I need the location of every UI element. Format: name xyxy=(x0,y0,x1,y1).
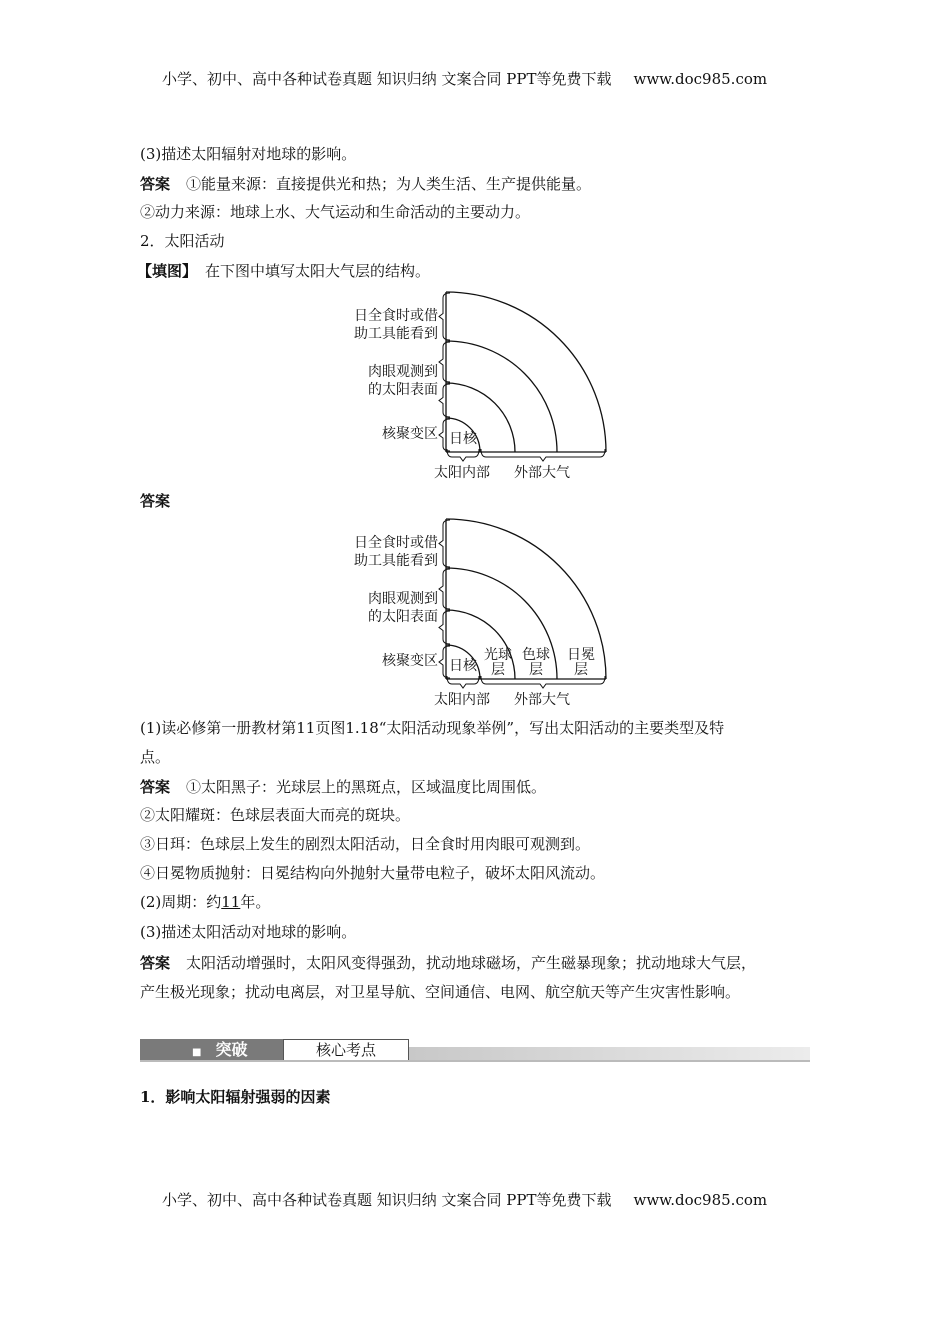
label-outer-atmosphere: 外部大气 xyxy=(514,465,570,481)
fill-text: 在下图中填写太阳大气层的结构。 xyxy=(205,262,431,280)
banner-underline xyxy=(140,1060,810,1062)
question-3a: (3)描述太阳辐射对地球的影响。 xyxy=(140,145,357,163)
fill-diagram-instruction xyxy=(137,261,430,281)
answer-text: ①太阳黑子：光球层上的黑斑点，区域温度比周围低。 xyxy=(186,778,547,796)
answer-text: ①能量来源：直接提供光和热；为人类生活、生产提供能量。 xyxy=(186,175,592,193)
label-corona-visibility: 日全食时或借 助工具能看到 xyxy=(354,308,438,342)
answer-1-line1 xyxy=(140,777,546,797)
bottom-brace xyxy=(447,449,479,461)
question-1-line1: (1)读必修第一册教材第11页图1.18“太阳活动现象举例”，写出太阳活动的主要类型及特 xyxy=(140,719,725,737)
label-corona-visibility: 日全食时或借 助工具能看到 xyxy=(354,535,438,569)
left-brace xyxy=(439,520,450,567)
left-brace xyxy=(439,611,450,644)
banner-title: 突破 xyxy=(215,1040,248,1059)
left-brace xyxy=(439,342,450,382)
label-photosphere-visibility: 肉眼观测到 的太阳表面 xyxy=(368,591,438,625)
left-brace xyxy=(439,293,450,340)
answer-3a-line1 xyxy=(140,174,591,194)
label-layer-1: 色球 层 xyxy=(522,647,550,678)
left-brace xyxy=(439,384,450,417)
footer-url: www.doc985.com xyxy=(633,1191,768,1209)
answer-label-diagram: 答案 xyxy=(140,492,171,510)
page-footer xyxy=(162,1190,767,1210)
answer-text: 太阳活动增强时，太阳风变得强劲，扰动地球磁场，产生磁暴现象；扰动地球大气层， xyxy=(186,954,757,972)
bottom-brace xyxy=(447,676,479,688)
label-core: 日核 xyxy=(449,658,477,674)
question-3b: (3)描述太阳活动对地球的影响。 xyxy=(140,923,357,941)
fill-label: 【填图】 xyxy=(137,262,198,280)
label-layer-2: 日冕 层 xyxy=(567,647,595,678)
question-2 xyxy=(140,892,270,912)
answer-1-line2: ②太阳耀斑：色球层表面大而亮的斑块。 xyxy=(140,806,411,824)
label-layer-0: 光球 层 xyxy=(484,647,512,678)
question-1-line2: 点。 xyxy=(140,748,171,766)
bottom-brace xyxy=(481,449,605,461)
answer-label: 答案 xyxy=(140,175,171,193)
q2-pre: (2)周期：约 xyxy=(140,893,222,911)
label-core: 日核 xyxy=(449,431,477,447)
answer-1-line3: ③日珥：色球层上发生的剧烈太阳活动，日全食时用肉眼可观测到。 xyxy=(140,835,591,853)
label-fusion-zone: 核聚变区 xyxy=(382,426,438,442)
answer-3a-line2: ②动力来源：地球上水、大气运动和生命活动的主要动力。 xyxy=(140,203,531,221)
sun-structure-diagram-answer xyxy=(330,510,630,710)
answer-label: 答案 xyxy=(140,954,171,972)
answer-3b-line1 xyxy=(140,953,756,973)
square-icon: ■ xyxy=(192,1047,202,1058)
banner-dark xyxy=(140,1039,283,1061)
q2-post: 年。 xyxy=(240,893,271,911)
section-2-heading: 2．太阳活动 xyxy=(140,232,225,250)
section-banner xyxy=(140,1039,810,1061)
answer-1-line4: ④日冕物质抛射：日冕结构向外抛射大量带电粒子，破坏太阳风流动。 xyxy=(140,864,606,882)
label-solar-interior: 太阳内部 xyxy=(434,465,490,481)
footer-text: 小学、初中、高中各种试卷真题 知识归纳 文案合同 PPT等免费下载 xyxy=(162,1191,612,1209)
page-header xyxy=(162,69,767,89)
label-outer-atmosphere: 外部大气 xyxy=(514,692,570,708)
left-brace xyxy=(439,569,450,609)
sun-structure-diagram-blank xyxy=(330,283,630,483)
answer-3b-line2: 产生极光现象；扰动电离层，对卫星导航、空间通信、电网、航空航天等产生灾害性影响。 xyxy=(140,983,741,1001)
banner-gradient-bar xyxy=(409,1047,810,1060)
next-section-heading: 1．影响太阳辐射强弱的因素 xyxy=(140,1088,331,1106)
period-value: 11 xyxy=(221,893,241,911)
label-fusion-zone: 核聚变区 xyxy=(382,653,438,669)
label-photosphere-visibility: 肉眼观测到 的太阳表面 xyxy=(368,364,438,398)
banner-subtitle: 核心考点 xyxy=(283,1039,409,1061)
label-solar-interior: 太阳内部 xyxy=(434,692,490,708)
header-text: 小学、初中、高中各种试卷真题 知识归纳 文案合同 PPT等免费下载 xyxy=(162,70,612,88)
answer-label: 答案 xyxy=(140,778,171,796)
header-url: www.doc985.com xyxy=(633,70,768,88)
